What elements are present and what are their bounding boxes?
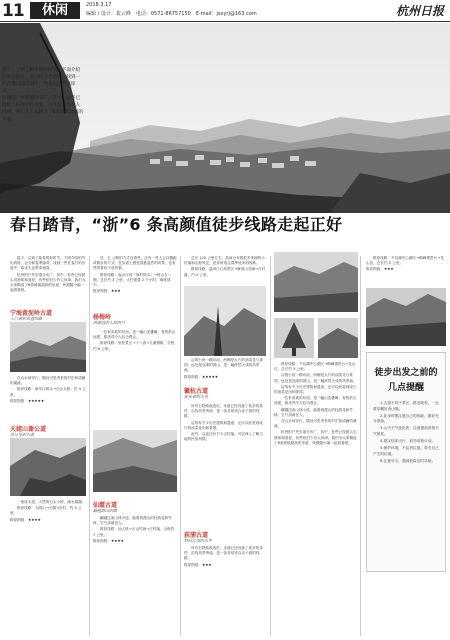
tip-item: 5.保护环境，不乱扔垃圾，带走自己产生的垃圾。	[373, 446, 439, 456]
rating-label: 推荐指数：	[93, 289, 111, 294]
paragraph: 沿着小河一路向前，两侧是大片的油菜花与茶园，远处是连绵的群山，是一幅浑然天成的风景画。	[184, 358, 263, 373]
tip-item: 2.徒步时要注意自己的体能，做好充分准备。	[373, 413, 439, 424]
paper-logo: 杭州日报	[395, 4, 444, 18]
route-subtitle: 入门者的首选线路	[10, 316, 42, 321]
hero-photo	[0, 23, 450, 213]
route-rating	[366, 267, 446, 272]
article-text	[366, 256, 446, 286]
route-rating	[10, 518, 86, 523]
paragraph: 杭州的户外步道分布广，其中，有些已经被人们熟知和喜爱，有些依旧少有人问津。我们为大家精选了6条颜值超高的步道，快跟随小编一起看看吧。	[10, 272, 86, 293]
rating-stars: ★★★★	[27, 517, 41, 522]
header-rule	[0, 21, 450, 22]
article-text	[184, 546, 266, 636]
intro-text	[2, 67, 84, 123]
article-text	[10, 376, 86, 416]
route-title: 仙霞古道	[93, 502, 118, 509]
rating-label: 推荐指数：	[366, 267, 384, 272]
rating-stars: ★★★★★	[27, 398, 45, 403]
column-divider	[360, 256, 361, 636]
article-text	[93, 516, 177, 636]
route-title: 杨梅岭	[93, 314, 112, 321]
rating-stars: ★★★★★	[201, 374, 219, 379]
route-photo	[93, 430, 177, 492]
route-photo	[366, 288, 446, 346]
tip-item: 3.山中天气变化快，注意提前查看天气预报。	[373, 426, 439, 436]
article-text	[10, 500, 86, 636]
article-text	[184, 256, 266, 284]
route-photo	[274, 252, 358, 312]
paragraph: 推荐线路：温州江心屿景区→雁荡山灵峰→古村落，约 3 公里。	[184, 267, 266, 277]
route-rating	[93, 289, 177, 294]
tip-item: 1.古道不同于景区，路况较差，一定要穿戴好登山鞋。	[373, 401, 439, 411]
rating-stars: ★★★	[383, 267, 394, 272]
rating-label: 推荐指数：	[10, 517, 28, 522]
paragraph: 所有石铁路改造后，步道已经具备了徒步的条件，沿线风景秀丽，是一条非常适合亲子游的线路。	[184, 546, 263, 561]
paragraph: 推荐线路：千岛湖中心湖区→梅峰观景台→龙山岛，总长约 5 公里。	[274, 362, 356, 372]
tip-item: 4.建议结伴出行，切勿单独行动。	[380, 439, 436, 444]
route-subtitle: 西湖边的人间四月	[93, 320, 125, 325]
article-text	[184, 404, 266, 500]
paragraph: 踏下、又到了踏青的好时节。下面介绍的外出的时，会分和春季踏青，找到一些在春日的步道中，给来生活带来惊喜。	[10, 256, 86, 271]
paragraph: 沿线有不少历史建筑和遗迹，还可以欣赏到成片的油菜花田和茶园。	[184, 420, 263, 430]
rating-label: 推荐指数：	[184, 374, 202, 379]
route-photo	[10, 438, 86, 496]
paragraph: 推荐线路：大明山→天湖→古村，约 5 公里。	[10, 506, 82, 516]
route-subtitle: 翻越群山的路	[93, 508, 117, 513]
rating-label: 推荐指数：	[10, 398, 28, 403]
column-divider	[270, 256, 271, 636]
article-text	[10, 256, 86, 304]
paragraph: 推荐线路：起点行到（徐村码头）→终点走一圈，总长约 3 公里，大约需要 2 个小时，难度适中。	[93, 272, 172, 288]
paragraph: 一座座木屋，天然的石头小桥，溪水潺潺。	[17, 500, 86, 504]
paragraph: 推荐线路：里松景区→十八湾→九溪烟树，全程约 6 公里。	[93, 341, 175, 351]
route-rating	[10, 399, 86, 404]
rating-stars: ★★★	[201, 562, 212, 567]
route-subtitle: 徒步者的天堂	[184, 394, 208, 399]
route-title: 宁海黄泥岭古道	[10, 310, 53, 317]
intro-paragraph: 杭州的户外步道分布广，其中，有些已经被人们熟知和喜爱，有些依旧少有人问津。我们为大家精选了6条颜值超高的步道。	[2, 96, 84, 122]
paragraph: 推荐线路：千岛湖中心湖区→梅峰观景台→龙山岛，总长约 5 公里。	[366, 256, 444, 266]
tips-title: 徒步出发之前的	[374, 368, 438, 378]
tips-subtitle: 几点提醒	[387, 383, 424, 393]
editor-contact: 编辑 / 设计：裴云峰 电话：0571-86757150 E-mail：jsxyrj@163.com	[86, 11, 257, 17]
issue-date: 2018.3.17	[86, 2, 112, 8]
route-subtitle: 梦回江南的水乡	[184, 538, 212, 543]
article-text	[274, 362, 358, 636]
intro-paragraph: 踏下、又到了踏青的好时节。下面介绍的外出的时，会分和春季踏青，找到一些在春日的步道中，给来生活带来惊喜。	[2, 68, 81, 94]
article-text	[93, 256, 177, 304]
paragraph: 徒、走 公路的方式近看些，还有一些人会以慢跑或散步的方式，在步道上感受春意盎然的风景，也有些带着孩子放风筝。	[93, 256, 177, 271]
paragraph: 此外，沿途还有不少古村落，可以深入了解当地的民俗风情。	[184, 432, 263, 442]
tips-box	[366, 352, 446, 572]
route-rating	[184, 375, 266, 380]
route-photo	[318, 318, 358, 358]
paragraph: 翻越这条山林小道，能看到漫山的杜鹃花和竹林，空气清新宜人。	[93, 516, 172, 526]
paragraph: 推荐线路：仙人桥→万亩竹海→古村落，全程约 7 公里。	[93, 527, 175, 537]
route-title: 徽杭古道	[184, 388, 209, 395]
rating-stars: ★★★	[110, 289, 121, 294]
page-headline: 春日踏青，“浙”6 条高颜值徒步线路走起正好	[10, 215, 343, 234]
paragraph: 所有石铁路改造后，步道已经具备了徒步的条件，沿线风景秀丽，是一条非常适合亲子游的线路。	[184, 404, 263, 419]
article-text	[93, 330, 177, 428]
paragraph: 一位家喜欢的东西，是一幅山峦叠嶂，有的依山而建，都美得令人叹为观止。	[93, 330, 176, 340]
column-divider	[180, 256, 181, 636]
route-title: 荻浦古道	[184, 532, 209, 539]
route-photo	[274, 318, 314, 358]
route-photo	[10, 322, 86, 372]
rating-label: 推荐指数：	[93, 538, 111, 543]
paragraph: 杭州的户外步道分布广，其中，有些已经被人们熟知和喜爱，有些依旧少有人问津。我们为大家精选了6条颜值超高的步道，快跟随小编一起看看吧。	[274, 430, 357, 445]
paragraph: 沿着小河一路向前，两侧是大片的油菜花与茶园，远处是连绵的群山，是一幅浑然天成的风景画。	[274, 373, 357, 383]
paragraph: 翻越这条山林小道，能看到漫山的杜鹃花和竹林，空气清新宜人。	[274, 407, 353, 417]
section-label: 休闲	[30, 2, 80, 19]
page-header	[0, 0, 450, 22]
paragraph: 一位家喜欢的东西，是一幅山峦叠嶂，有的依山而建，都美得令人叹为观止。	[274, 396, 357, 406]
route-rating	[184, 563, 266, 568]
paragraph: 推荐线路：新安江码头→白沙大桥，约 4 公里。	[10, 387, 86, 397]
route-rating	[93, 539, 177, 544]
route-subtitle: 唐诗里的古道	[10, 432, 34, 437]
article-text	[184, 358, 266, 384]
paragraph: 沿线有不少历史建筑和遗迹，还可以欣赏到成片的油菜花田和茶园。	[274, 384, 357, 395]
rating-label: 推荐指数：	[184, 562, 202, 567]
paragraph: 总长 120 公里左右，其间分布着很多美丽的小村落和山野风光，是非常适合春季徒步的线路。	[184, 256, 265, 266]
column-divider	[89, 256, 90, 636]
paragraph: 在山水间穿行，随处可见秀美的村庄和清澈的溪流。	[10, 376, 86, 386]
rating-stars: ★★★★	[110, 538, 124, 543]
page-number: 11	[2, 1, 24, 21]
route-title: 天姥山谢公道	[10, 426, 47, 433]
paragraph: 在山水间穿行，随处可见秀美的村庄和清澈的溪流。	[274, 419, 357, 429]
tips-list	[373, 401, 440, 466]
tip-item: 6.注意安全，遇到危险及时求助。	[380, 458, 436, 463]
route-photo	[184, 286, 266, 356]
